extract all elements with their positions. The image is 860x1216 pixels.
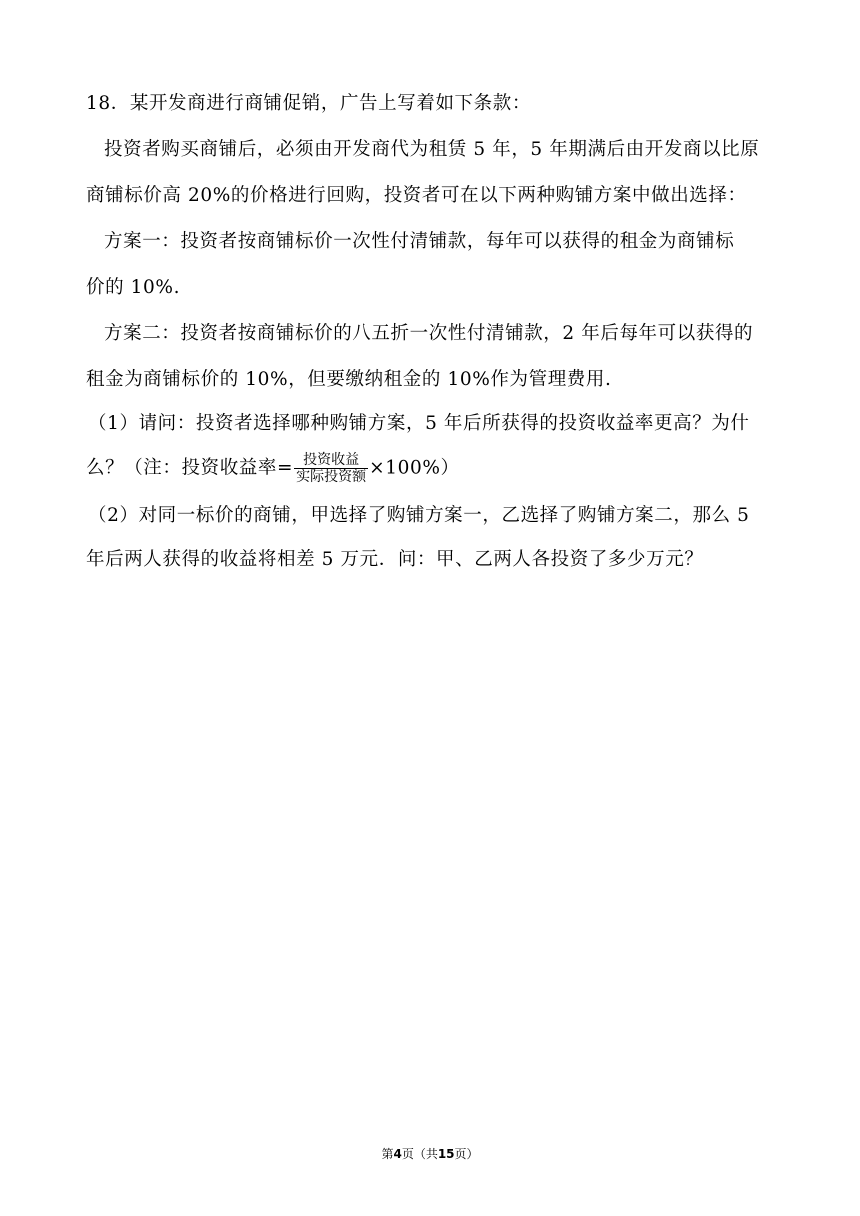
question-one-suffix: ×100%）	[369, 457, 460, 479]
fraction-denominator: 实际投资额	[296, 469, 367, 485]
page-footer	[0, 1146, 860, 1162]
question-one-line-2	[86, 452, 786, 485]
question-one-prefix: 么？（注：投资收益率=	[86, 457, 294, 479]
question-two-line-2: 年后两人获得的收益将相差 5 万元．问：甲、乙两人各投资了多少万元？	[86, 549, 704, 570]
question-two-line-1: （2）对同一标价的商铺，甲选择了购铺方案一，乙选择了购铺方案二，那么 5	[88, 505, 750, 526]
footer-total-pages: 15	[437, 1147, 455, 1161]
problem-header: 18．某开发商进行商铺促销，广告上写着如下条款：	[86, 93, 531, 114]
plan-one-line-2: 价的 10%.	[86, 277, 181, 298]
footer-suffix: 页）	[454, 1147, 479, 1161]
footer-page-number: 4	[393, 1147, 402, 1161]
plan-one-line-1: 方案一：投资者按商铺标价一次性付清铺款，每年可以获得的租金为商铺标	[104, 231, 735, 252]
footer-prefix: 第	[381, 1147, 394, 1161]
roi-formula-fraction	[294, 452, 368, 485]
fraction-numerator: 投资收益	[294, 452, 368, 469]
footer-middle: 页（共	[401, 1147, 438, 1161]
problem-intro-line-2: 商铺标价高 20%的价格进行回购，投资者可在以下两种购铺方案中做出选择：	[86, 185, 747, 206]
question-one-line-1: （1）请问：投资者选择哪种购铺方案，5 年后所获得的投资收益率更高？为什	[88, 413, 750, 434]
problem-intro-line-1: 投资者购买商铺后，必须由开发商代为租赁 5 年，5 年期满后由开发商以比原	[104, 139, 760, 160]
plan-two-line-1: 方案二：投资者按商铺标价的八五折一次性付清铺款，2 年后每年可以获得的	[104, 323, 754, 344]
plan-two-line-2: 租金为商铺标价的 10%，但要缴纳租金的 10%作为管理费用.	[86, 369, 612, 390]
